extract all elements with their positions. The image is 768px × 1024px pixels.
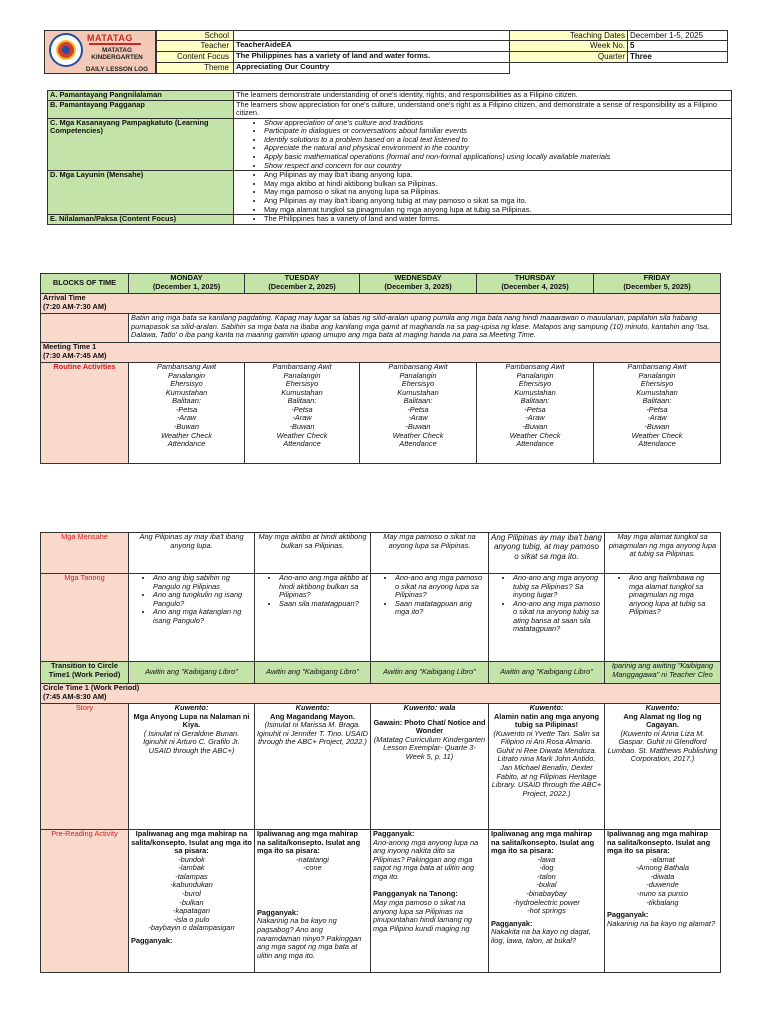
list-item: • Identify solutions to a problem based on a local text listened to xyxy=(264,136,729,145)
list-item: • May mga alamat tungkol sa pinagmulan ng mga anyong lupa at tubig sa Pilipinas. xyxy=(264,206,729,215)
content-focus-list xyxy=(234,215,732,225)
arrival-time-row: Arrival Time (7:20 AM-7:30 AM) xyxy=(41,294,721,314)
transition-label: Transition to Circle Time1 (Work Period) xyxy=(41,662,129,684)
list-item: • Ano-ano ang mga anyong tubig sa Pilipinas? Sa inyong lugar? xyxy=(513,574,602,600)
prereading-friday: Ipaliwanag ang mga mahirap na salita/konsepto. Isulat ang mga ito sa pisara: -alamat -Among Bathala -diwata -duwende -nuno sa punso -tikbalang Pagganyak: Nakarinig na ba kayo ng alamat? xyxy=(605,830,721,973)
list-item: • Show respect and concern for our country xyxy=(264,162,729,171)
tanong-wednesday xyxy=(371,574,489,662)
day-header-friday: FRIDAY (December 5, 2025) xyxy=(594,274,721,294)
mensahe-monday: Ang Pilipinas ay may iba't ibang anyong lupa. xyxy=(129,533,255,574)
mensahe-tuesday: May mga aktibo at hindi aktibong bulkan sa Pilipinas. xyxy=(255,533,371,574)
list-item: • Show appreciation of one's culture and traditions xyxy=(264,119,729,128)
list-item: • May mga aktibo at hindi aktibong bulkan sa Pilipinas. xyxy=(264,180,729,189)
routine-list-thursday: Pambansang Awit Panalangin Ehersisyo Kumustahan Balitaan: -Petsa -Araw -Buwan Weather Check Attendance xyxy=(477,363,594,464)
mensahe-wednesday: May mga pamoso o sikat na anyong lupa sa Pilipinas. xyxy=(371,533,489,574)
logo-title: MATATAG xyxy=(87,33,133,43)
lesson-details-table xyxy=(40,532,721,973)
day-header-wednesday: WEDNESDAY (December 3, 2025) xyxy=(360,274,477,294)
logo-subtitle: DAILY LESSON LOG xyxy=(85,66,149,73)
prereading-thursday: Ipaliwanag ang mga mahirap na salita/konsepto. Isulat ang mga ito sa pisara: -lawa -ilog -talon -bukal -binabaybay -hydroelectric power -hot springs Pagganyak: Nakakita na ba kayo ng dagat, ilog, lawa, talon, at bukal? xyxy=(489,830,605,973)
list-item: • Ano ang ibig sabihin ng Pangulo ng Pilipinas xyxy=(153,574,252,591)
list-item: • Ano-ano ang mga pamoso o sikat na anyong lupa sa Pilipinas? xyxy=(395,574,486,600)
content-focus-value: The Philippines has a variety of land and water forms. xyxy=(234,52,510,63)
story-wednesday: Kuwento: wala Gawain: Photo Chat/ Notice and Wonder (Matatag Curriculum Kindergarten Lesson Exemplar- Quarte 3- Week 5, p. 11) xyxy=(371,704,489,830)
teacher-value: TeacherAideEA xyxy=(234,41,510,52)
transition-friday: Iparinig ang awiting "Kaibigang Manggagawa" ni Teacher Cleo xyxy=(605,662,721,684)
blocks-of-time-header: BLOCKS OF TIME xyxy=(41,274,129,294)
list-item: • The Philippines has a variety of land and water forms. xyxy=(264,215,729,224)
list-item: • Saan sila matatagpuan? xyxy=(279,600,368,609)
tanong-tuesday xyxy=(255,574,371,662)
quarter-label: Quarter xyxy=(510,52,628,63)
story-thursday: Kuwento: Alamin natin ang mga anyong tubig sa Pilipinas! (Kuwento ni Yvette Tan. Salin sa Filipino ni Ani Rosa Almario. Guhit ni Ree Diwata Mendoza. Litrato nina Mark John Antido, Jan Michael Benafin, Dexter Fabito, at ng Filipinas Heritage Library. USAID through the ABC+ Project, 2022.) xyxy=(489,704,605,830)
objective-c-label: C. Mga Kasanayang Pampagkatuto (Learning Competencies) xyxy=(48,118,234,170)
transition-tuesday: Awitin ang "Kaibigang Libro" xyxy=(255,662,371,684)
list-item: • Ang Pilipinas ay may iba't ibang anyong lupa. xyxy=(264,171,729,180)
circle-time-row: Circle Time 1 (Work Period) (7:45 AM-8:30 AM) xyxy=(41,684,721,704)
schedule-table xyxy=(40,273,721,464)
school-logo-box xyxy=(44,30,156,74)
objective-e-label: E. Nilalaman/Paksa (Content Focus) xyxy=(48,215,234,225)
story-friday: Kuwento: Ang Alamat ng Ilog ng Cagayan. (Kuwento ni Anna Liza M. Gaspar. Guhit ni Glendford Lumbao. St. Matthews Publishing Corporation, 2017.) xyxy=(605,704,721,830)
day-header-thursday: THURSDAY (December 4, 2025) xyxy=(477,274,594,294)
routine-list-wednesday: Pambansang Awit Panalangin Ehersisyo Kumustahan Balitaan: -Petsa -Araw -Buwan Weather Check Attendance xyxy=(360,363,477,464)
content-focus-label: Content Focus xyxy=(157,52,234,63)
list-item: • Ano ang mga katangian ng isang Pangulo? xyxy=(153,608,252,625)
objective-b-label: B. Pamantayang Pagganap xyxy=(48,100,234,118)
list-item: • Ano ang halimbawa ng mga alamat tungkol sa pinagmulan ng mga anyong lupa at tubig sa Pilipinas? xyxy=(629,574,718,617)
tanong-thursday xyxy=(489,574,605,662)
prereading-label: Pre-Reading Activity xyxy=(41,830,129,973)
week-label: Week No. xyxy=(510,41,628,52)
transition-wednesday: Awitin ang "Kaibigang Libro" xyxy=(371,662,489,684)
deped-seal-icon xyxy=(49,33,83,67)
school-value xyxy=(234,31,510,41)
mensahe-friday: May mga alamat tungkol sa pinagmulan ng mga anyong lupa at tubig sa Pilipinas. xyxy=(605,533,721,574)
teacher-label: Teacher xyxy=(157,41,234,52)
theme-label: Theme xyxy=(157,63,234,74)
header-info-table xyxy=(156,30,728,74)
mensahe-thursday: Ang Pilipinas ay may iba't bang anyong tubig, at may pamoso o sikat sa mga ito. xyxy=(489,533,605,574)
objectives-table xyxy=(47,90,732,225)
prereading-wednesday: Pagganyak: Ano-anong mga anyong lupa na ang inyong nakita dito sa Pilipinas? Pakinggan ang mga sagot ng mga bata at ulitin ang mga ito. Pangganyak na Tanong: May mga pamoso o sikat na anyong lupa sa Pilipinas na pinupuntahan hindi lamang ng mga Pilipino kundi maging ng xyxy=(371,830,489,973)
list-item: • Ano-ano ang mga pamoso o sikat na anyong tubig sa ating bansa at saan sila matatagpuan? xyxy=(513,600,602,634)
mensahe-list xyxy=(234,171,732,215)
objective-b-value: The learners show appreciation for one's culture, understand one's right as a Filipino citizen, and demonstrate a sense of responsibility as a Filipino citizen. xyxy=(234,100,732,118)
transition-monday: Awitin ang "Kaibigang Libro" xyxy=(129,662,255,684)
objective-a-value: The learners demonstrate understanding of one's identity, rights, and responsibilities as a Filipino citizen. xyxy=(234,91,732,101)
day-header-monday: MONDAY (December 1, 2025) xyxy=(129,274,245,294)
list-item: • Apply basic mathematical operations (formal and non-formal applications) using locally available materials xyxy=(264,153,729,162)
objective-a-label: A. Pamantayang Pangnilalaman xyxy=(48,91,234,101)
meeting-time-row: Meeting Time 1 (7:30 AM-7:45 AM) xyxy=(41,343,721,363)
tanong-friday xyxy=(605,574,721,662)
teaching-dates-label: Teaching Dates xyxy=(510,31,628,41)
list-item: • Ano ang tungkulin ng isang Pangulo? xyxy=(153,591,252,608)
logo-underline xyxy=(89,43,141,45)
routine-list-tuesday: Pambansang Awit Panalangin Ehersisyo Kumustahan Balitaan: -Petsa -Araw -Buwan Weather Check Attendance xyxy=(245,363,360,464)
prereading-tuesday: Ipaliwanag ang mga mahirap na salita/konsepto. Isulat ang mga ito sa pisara: -natatangi -cone Pagganyak: Nakarinig na ba kayo ng pagsabog? Ano ang naramdaman ninyo? Pakinggan ang mga sagot ng mga bata at ulitin ang mga ito. xyxy=(255,830,371,973)
quarter-value: Three xyxy=(628,52,728,63)
story-monday: Kuwento: Mga Anyong Lupa na Nalaman ni Kiya. ( Isinulat ni Geraldine Bunan. Iginuhit ni Arturo C. Grafilo Jr. USAID through the ABC+) xyxy=(129,704,255,830)
tanong-label: Mga Tanong xyxy=(41,574,129,662)
mensahe-label: Mga Mensahe xyxy=(41,533,129,574)
routine-list-monday: Pambansang Awit Panalangin Ehersisyo Kumustahan Balitaan: -Petsa -Araw -Buwan Weather Check Attendance xyxy=(129,363,245,464)
competencies-list xyxy=(234,118,732,170)
list-item: • May mga pamoso o sikat na anyong lupa sa Pilipinas. xyxy=(264,188,729,197)
list-item: • Ano-ano ang mga aktibo at hindi aktibong bulkan sa Pilipinas? xyxy=(279,574,368,600)
routine-list-friday: Pambansang Awit Panalangin Ehersisyo Kumustahan Balitaan: -Petsa -Araw -Buwan Weather Check Attendance xyxy=(594,363,721,464)
day-header-tuesday: TUESDAY (December 2, 2025) xyxy=(245,274,360,294)
arrival-instructions: Batiin ang mga bata sa kanilang pagdating. Kapag may lugar sa labas ng silid-aralan upang pumila ang mga bata nang hindi maaarawan o mauulanan, papilahin sila habang pumapasok sa silid-aralan. Sabihin sa mga bata na ibaba ang kanilang mga gamit at maghanda na sa pag-upisa ng klase. Matapos ang sampung (10) minuto, kantahin ang 'Isa, Dalawa, Tatlo' o iba pang kanta na maaring gamitin upang umupo ang mga bata at maging handa na para sa Meeting Time. xyxy=(129,314,721,343)
story-label: Story xyxy=(41,704,129,830)
school-label: School xyxy=(157,31,234,41)
objective-d-label: D. Mga Layunin (Mensahe) xyxy=(48,171,234,215)
logo-text: MATATAG KINDERGARTEN xyxy=(91,47,143,62)
theme-value: Appreciating Our Country xyxy=(234,63,510,74)
list-item: • Ang Pilipinas ay may iba't ibang anyong tubig at may pamoso o sikat sa mga ito. xyxy=(264,197,729,206)
tanong-monday xyxy=(129,574,255,662)
routine-activities-label: Routine Activities xyxy=(41,363,129,464)
teaching-dates-value: December 1-5, 2025 xyxy=(628,31,728,41)
transition-thursday: Awitin ang "Kaibigang Libro" xyxy=(489,662,605,684)
story-tuesday: Kuwento: Ang Magandang Mayon. (Isinulat ni Marissa M. Braga. Iginuhit ni Jennifer T. Tino. USAID through the ABC+ Project, 2022.) xyxy=(255,704,371,830)
list-item: • Appreciate the natural and physical environment in the country xyxy=(264,144,729,153)
prereading-monday: Ipaliwanag ang mga mahirap na salita/konsepto. Isulat ang mga ito sa pisara: -bundok -lambak -talampas -kabundukan -burol -bulkan -kapatagan -isla o pulo -baybayin o dalampasigan Pagganyak: xyxy=(129,830,255,973)
week-value: 5 xyxy=(628,41,728,52)
list-item: • Participate in dialogues or conversations about familiar events xyxy=(264,127,729,136)
list-item: • Saan matatagpuan ang mga ito? xyxy=(395,600,486,617)
